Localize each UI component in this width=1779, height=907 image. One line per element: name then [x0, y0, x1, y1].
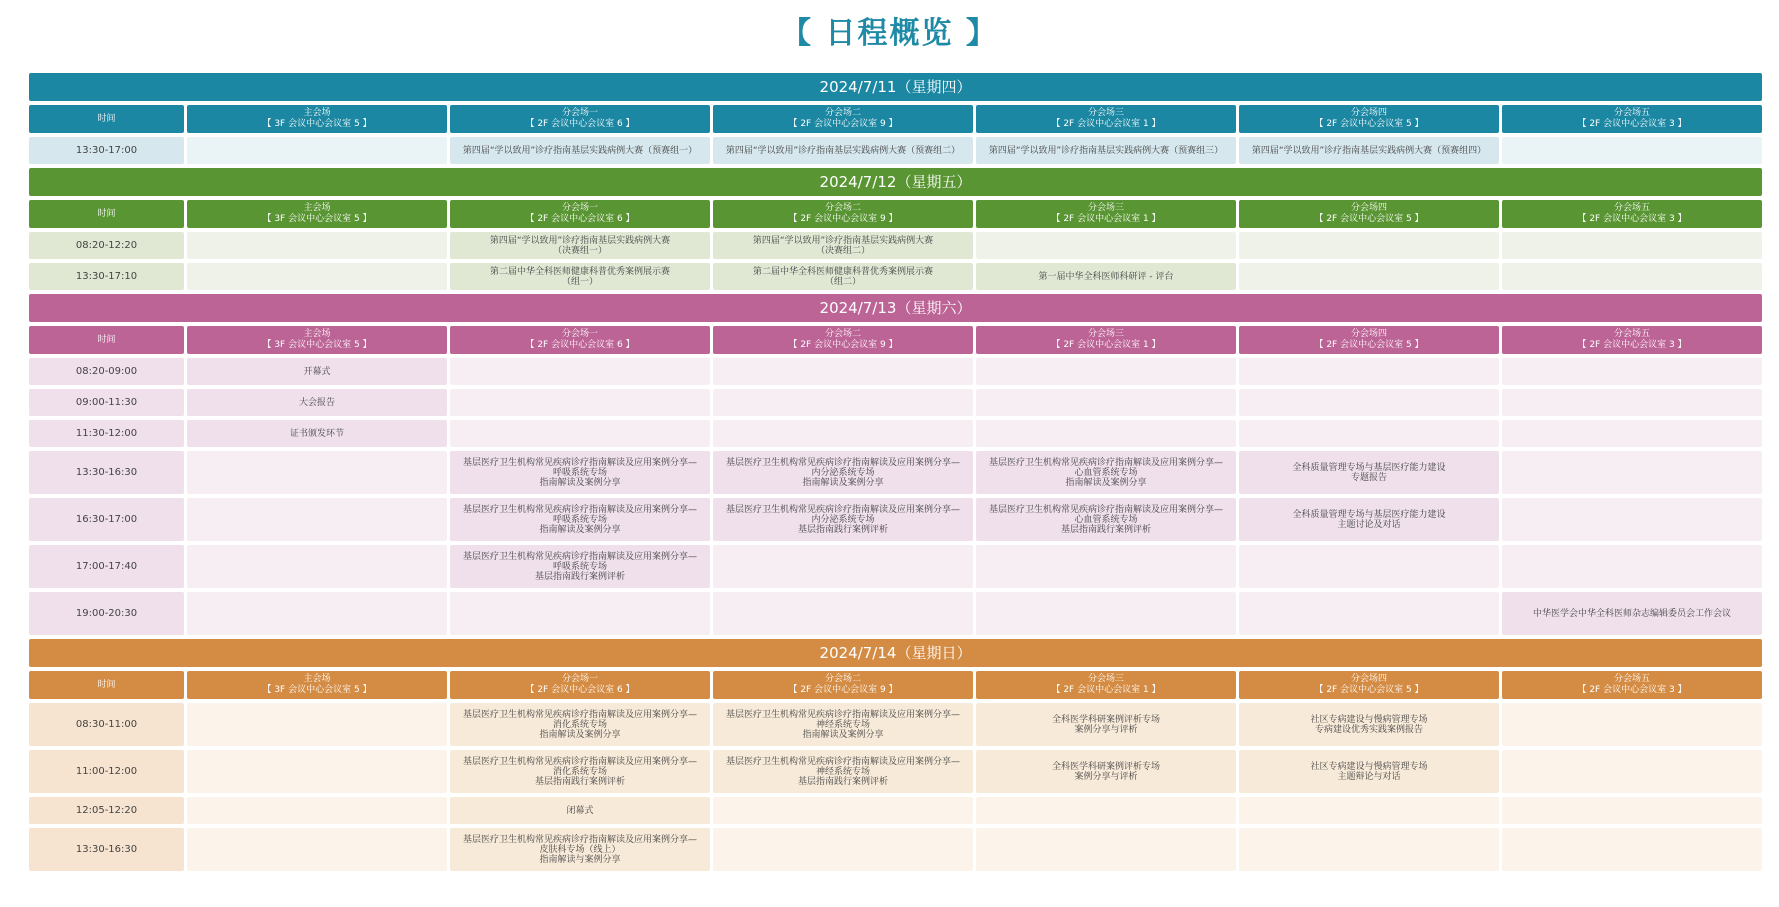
venue-header — [1502, 200, 1762, 228]
session-line: （决赛组一） — [552, 245, 607, 256]
session-line: 基层指南践行案例评析 — [797, 524, 888, 535]
session-cell — [976, 498, 1236, 541]
venue-room: 【 2F 会议中心会议室 9 】 — [788, 685, 898, 695]
time-slot: 13:30-16:30 — [29, 451, 184, 494]
empty-cell — [187, 498, 447, 541]
empty-cell — [976, 389, 1236, 416]
session-line: 神经系统专场 — [815, 766, 870, 777]
venue-header — [450, 200, 710, 228]
session-line: 专题报告 — [1350, 472, 1387, 483]
venue-room: 【 2F 会议中心会议室 9 】 — [788, 340, 898, 350]
day-section — [29, 294, 1762, 635]
session-cell — [1239, 498, 1499, 541]
empty-cell — [1502, 750, 1762, 793]
venue-name: 分会场二 — [824, 203, 861, 213]
session-cell — [976, 750, 1236, 793]
session-line: 内分泌系统专场 — [811, 467, 875, 478]
session-line: 第二届中华全科医师健康科普优秀案例展示赛 — [752, 266, 933, 277]
empty-cell — [187, 232, 447, 259]
session-cell — [450, 263, 710, 290]
venue-name: 分会场三 — [1087, 108, 1124, 118]
session-line: 案例分享与评析 — [1074, 724, 1138, 735]
empty-cell — [450, 389, 710, 416]
session-cell — [1239, 137, 1499, 164]
venue-header — [1502, 326, 1762, 354]
venue-header — [187, 105, 447, 133]
session-line: 案例分享与评析 — [1074, 771, 1138, 782]
time-slot: 08:30-11:00 — [29, 703, 184, 746]
time-slot: 17:00-17:40 — [29, 545, 184, 588]
page-title: 【 日程概览 】 — [781, 16, 998, 51]
session-cell — [450, 451, 710, 494]
venue-room: 【 2F 会议中心会议室 6 】 — [525, 119, 635, 129]
date-header: 2024/7/11（星期四） — [29, 73, 1762, 101]
empty-cell — [1239, 389, 1499, 416]
venue-name: 分会场三 — [1087, 203, 1124, 213]
venue-name: 分会场三 — [1087, 329, 1124, 339]
empty-cell — [1502, 797, 1762, 824]
empty-cell — [713, 797, 973, 824]
empty-cell — [1502, 232, 1762, 259]
session-line: 专病建设优秀实践案例报告 — [1314, 724, 1423, 735]
empty-cell — [1502, 137, 1762, 164]
time-slot: 12:05-12:20 — [29, 797, 184, 824]
venue-name: 主会场 — [303, 329, 331, 339]
session-cell — [450, 232, 710, 259]
session-line: 基层医疗卫生机构常见疾病诊疗指南解读及应用案例分享— — [462, 457, 697, 468]
empty-cell — [976, 592, 1236, 635]
empty-cell — [187, 263, 447, 290]
empty-cell — [713, 545, 973, 588]
empty-cell — [450, 420, 710, 447]
empty-cell — [187, 797, 447, 824]
session-line: 内分泌系统专场 — [811, 514, 875, 525]
session-line: 基层医疗卫生机构常见疾病诊疗指南解读及应用案例分享— — [725, 756, 960, 767]
schedule-overview — [29, 73, 1762, 875]
session-line: 证书颁发环节 — [289, 428, 344, 439]
empty-cell — [1239, 545, 1499, 588]
venue-room: 【 2F 会议中心会议室 3 】 — [1577, 214, 1687, 224]
session-line: 第四届“学以致用”诊疗指南基层实践病例大赛（预赛组四） — [1251, 145, 1487, 156]
time-column-header: 时间 — [29, 200, 184, 228]
schedule-grid — [29, 671, 1762, 871]
session-line: 社区专病建设与慢病管理专场 — [1310, 761, 1428, 772]
session-line: 指南解读及案例分享 — [1065, 477, 1147, 488]
empty-cell — [976, 358, 1236, 385]
time-slot: 16:30-17:00 — [29, 498, 184, 541]
empty-cell — [1239, 797, 1499, 824]
venue-room: 【 2F 会议中心会议室 5 】 — [1314, 340, 1424, 350]
session-line: 全科质量管理专场与基层医疗能力建设 — [1292, 509, 1446, 520]
session-line: 消化系统专场 — [552, 719, 607, 730]
session-line: 指南解读及案例分享 — [802, 729, 884, 740]
session-line: 基层指南践行案例评析 — [797, 776, 888, 787]
session-line: 基层医疗卫生机构常见疾病诊疗指南解读及应用案例分享— — [462, 504, 697, 515]
empty-cell — [450, 592, 710, 635]
empty-cell — [187, 592, 447, 635]
venue-header — [976, 326, 1236, 354]
empty-cell — [713, 592, 973, 635]
session-line: 基层医疗卫生机构常见疾病诊疗指南解读及应用案例分享— — [462, 834, 697, 845]
session-line: 呼吸系统专场 — [552, 467, 607, 478]
venue-room: 【 3F 会议中心会议室 5 】 — [262, 340, 372, 350]
session-line: 基层医疗卫生机构常见疾病诊疗指南解读及应用案例分享— — [725, 504, 960, 515]
date-header: 2024/7/14（星期日） — [29, 639, 1762, 667]
session-line: （组二） — [824, 276, 861, 287]
empty-cell — [187, 750, 447, 793]
session-cell — [713, 703, 973, 746]
venue-room: 【 3F 会议中心会议室 5 】 — [262, 214, 372, 224]
time-slot: 11:30-12:00 — [29, 420, 184, 447]
venue-room: 【 2F 会议中心会议室 5 】 — [1314, 214, 1424, 224]
session-line: 第四届“学以致用”诊疗指南基层实践病例大赛 — [489, 235, 671, 246]
session-line: 指南解读及案例分享 — [539, 524, 621, 535]
session-cell — [713, 232, 973, 259]
session-cell — [450, 545, 710, 588]
venue-room: 【 2F 会议中心会议室 5 】 — [1314, 685, 1424, 695]
venue-name: 分会场四 — [1350, 108, 1387, 118]
venue-header — [1239, 326, 1499, 354]
empty-cell — [713, 420, 973, 447]
venue-room: 【 2F 会议中心会议室 6 】 — [525, 685, 635, 695]
venue-header — [713, 105, 973, 133]
session-line: 第二届中华全科医师健康科普优秀案例展示赛 — [489, 266, 670, 277]
venue-room: 【 2F 会议中心会议室 6 】 — [525, 214, 635, 224]
time-slot: 11:00-12:00 — [29, 750, 184, 793]
empty-cell — [1502, 451, 1762, 494]
empty-cell — [976, 545, 1236, 588]
empty-cell — [187, 703, 447, 746]
venue-name: 分会场五 — [1613, 108, 1650, 118]
session-line: 全科医学科研案例评析专场 — [1051, 761, 1160, 772]
session-line: 主题讨论及对话 — [1337, 519, 1401, 530]
venue-name: 分会场二 — [824, 329, 861, 339]
session-line: 第一届中华全科医师科研评 - 评台 — [1038, 271, 1174, 282]
venue-room: 【 2F 会议中心会议室 9 】 — [788, 214, 898, 224]
session-cell — [450, 828, 710, 871]
time-column-header: 时间 — [29, 326, 184, 354]
schedule-grid — [29, 200, 1762, 290]
session-line: 基层医疗卫生机构常见疾病诊疗指南解读及应用案例分享— — [462, 756, 697, 767]
venue-name: 分会场一 — [561, 203, 598, 213]
session-cell — [713, 750, 973, 793]
venue-name: 分会场四 — [1350, 329, 1387, 339]
session-line: 社区专病建设与慢病管理专场 — [1310, 714, 1428, 725]
empty-cell — [187, 137, 447, 164]
venue-header — [187, 326, 447, 354]
session-line: 基层医疗卫生机构常见疾病诊疗指南解读及应用案例分享— — [462, 709, 697, 720]
session-cell — [713, 263, 973, 290]
empty-cell — [1502, 545, 1762, 588]
venue-name: 分会场一 — [561, 674, 598, 684]
venue-room: 【 2F 会议中心会议室 6 】 — [525, 340, 635, 350]
session-line: 全科质量管理专场与基层医疗能力建设 — [1292, 462, 1446, 473]
venue-room: 【 3F 会议中心会议室 5 】 — [262, 119, 372, 129]
session-line: 闭幕式 — [566, 805, 594, 816]
time-slot: 13:30-17:00 — [29, 137, 184, 164]
venue-room: 【 2F 会议中心会议室 5 】 — [1314, 119, 1424, 129]
session-line: 基层医疗卫生机构常见疾病诊疗指南解读及应用案例分享— — [725, 457, 960, 468]
venue-name: 分会场五 — [1613, 674, 1650, 684]
time-column-header: 时间 — [29, 671, 184, 699]
venue-header — [713, 326, 973, 354]
venue-name: 主会场 — [303, 203, 331, 213]
session-line: 指南解读及案例分享 — [539, 729, 621, 740]
empty-cell — [976, 420, 1236, 447]
venue-header — [450, 671, 710, 699]
empty-cell — [713, 389, 973, 416]
venue-header — [1239, 671, 1499, 699]
venue-room: 【 2F 会议中心会议室 3 】 — [1577, 685, 1687, 695]
day-section — [29, 73, 1762, 164]
empty-cell — [187, 545, 447, 588]
session-cell — [450, 750, 710, 793]
venue-header — [976, 105, 1236, 133]
venue-header — [976, 671, 1236, 699]
session-line: （决赛组二） — [815, 245, 870, 256]
session-line: 全科医学科研案例评析专场 — [1051, 714, 1160, 725]
schedule-grid — [29, 326, 1762, 635]
session-cell — [450, 797, 710, 824]
session-cell — [187, 358, 447, 385]
venue-name: 分会场五 — [1613, 329, 1650, 339]
time-slot: 08:20-12:20 — [29, 232, 184, 259]
venue-room: 【 2F 会议中心会议室 1 】 — [1051, 685, 1161, 695]
time-slot: 13:30-17:10 — [29, 263, 184, 290]
session-line: 第四届“学以致用”诊疗指南基层实践病例大赛（预赛组三） — [988, 145, 1224, 156]
session-line: 基层医疗卫生机构常见疾病诊疗指南解读及应用案例分享— — [988, 457, 1223, 468]
session-line: 基层医疗卫生机构常见疾病诊疗指南解读及应用案例分享— — [988, 504, 1223, 515]
session-line: 心血管系统专场 — [1074, 514, 1138, 525]
empty-cell — [187, 828, 447, 871]
venue-name: 分会场三 — [1087, 674, 1124, 684]
venue-name: 分会场一 — [561, 108, 598, 118]
empty-cell — [976, 828, 1236, 871]
venue-header — [1502, 671, 1762, 699]
day-section — [29, 639, 1762, 871]
empty-cell — [1502, 703, 1762, 746]
empty-cell — [1239, 420, 1499, 447]
session-cell — [450, 703, 710, 746]
session-line: 呼吸系统专场 — [552, 514, 607, 525]
session-cell — [713, 498, 973, 541]
schedule-grid — [29, 105, 1762, 164]
venue-header — [187, 200, 447, 228]
session-cell — [713, 451, 973, 494]
venue-room: 【 2F 会议中心会议室 1 】 — [1051, 340, 1161, 350]
session-cell — [187, 420, 447, 447]
venue-header — [976, 200, 1236, 228]
venue-name: 分会场二 — [824, 674, 861, 684]
session-line: 消化系统专场 — [552, 766, 607, 777]
date-header: 2024/7/13（星期六） — [29, 294, 1762, 322]
empty-cell — [1239, 232, 1499, 259]
venue-name: 分会场一 — [561, 329, 598, 339]
session-cell — [1239, 703, 1499, 746]
date-header: 2024/7/12（星期五） — [29, 168, 1762, 196]
session-cell — [450, 498, 710, 541]
empty-cell — [976, 797, 1236, 824]
session-cell — [187, 389, 447, 416]
session-cell — [1239, 750, 1499, 793]
day-section — [29, 168, 1762, 290]
empty-cell — [1502, 389, 1762, 416]
empty-cell — [450, 358, 710, 385]
session-line: 基层指南践行案例评析 — [1060, 524, 1151, 535]
session-line: 指南解读与案例分享 — [539, 854, 621, 865]
venue-name: 分会场二 — [824, 108, 861, 118]
session-line: （组一） — [561, 276, 598, 287]
venue-name: 主会场 — [303, 108, 331, 118]
session-line: 第四届“学以致用”诊疗指南基层实践病例大赛（预赛组一） — [462, 145, 698, 156]
venue-header — [713, 200, 973, 228]
time-slot: 19:00-20:30 — [29, 592, 184, 635]
session-line: 神经系统专场 — [815, 719, 870, 730]
venue-header — [1502, 105, 1762, 133]
empty-cell — [1502, 358, 1762, 385]
venue-header — [1239, 105, 1499, 133]
empty-cell — [1502, 420, 1762, 447]
session-line: 基层指南践行案例评析 — [534, 571, 625, 582]
session-line: 大会报告 — [298, 397, 335, 408]
session-cell — [1239, 451, 1499, 494]
session-line: 中华医学会中华全科医师杂志编辑委员会工作会议 — [1532, 608, 1731, 619]
session-line: 基层医疗卫生机构常见疾病诊疗指南解读及应用案例分享— — [462, 551, 697, 562]
empty-cell — [1502, 263, 1762, 290]
session-line: 呼吸系统专场 — [552, 561, 607, 572]
venue-room: 【 2F 会议中心会议室 3 】 — [1577, 340, 1687, 350]
session-line: 基层指南践行案例评析 — [534, 776, 625, 787]
session-cell — [1502, 592, 1762, 635]
venue-room: 【 3F 会议中心会议室 5 】 — [262, 685, 372, 695]
time-slot: 13:30-16:30 — [29, 828, 184, 871]
session-line: 主题辩论与对话 — [1337, 771, 1401, 782]
session-cell — [713, 137, 973, 164]
venue-room: 【 2F 会议中心会议室 1 】 — [1051, 119, 1161, 129]
session-cell — [450, 137, 710, 164]
session-line: 指南解读及案例分享 — [539, 477, 621, 488]
session-line: 第四届“学以致用”诊疗指南基层实践病例大赛 — [752, 235, 934, 246]
venue-name: 分会场五 — [1613, 203, 1650, 213]
venue-header — [450, 326, 710, 354]
session-cell — [976, 451, 1236, 494]
venue-name: 分会场四 — [1350, 674, 1387, 684]
empty-cell — [1502, 498, 1762, 541]
venue-name: 主会场 — [303, 674, 331, 684]
time-column-header: 时间 — [29, 105, 184, 133]
empty-cell — [1502, 828, 1762, 871]
empty-cell — [976, 232, 1236, 259]
session-cell — [976, 703, 1236, 746]
session-line: 指南解读及案例分享 — [802, 477, 884, 488]
empty-cell — [713, 358, 973, 385]
empty-cell — [1239, 358, 1499, 385]
venue-header — [713, 671, 973, 699]
session-line: 皮肤科专场（线上） — [539, 844, 621, 855]
time-slot: 09:00-11:30 — [29, 389, 184, 416]
venue-room: 【 2F 会议中心会议室 9 】 — [788, 119, 898, 129]
venue-room: 【 2F 会议中心会议室 3 】 — [1577, 119, 1687, 129]
session-cell — [976, 137, 1236, 164]
empty-cell — [187, 451, 447, 494]
empty-cell — [1239, 828, 1499, 871]
session-line: 第四届“学以致用”诊疗指南基层实践病例大赛（预赛组二） — [725, 145, 961, 156]
session-line: 开幕式 — [303, 366, 331, 377]
venue-name: 分会场四 — [1350, 203, 1387, 213]
venue-room: 【 2F 会议中心会议室 1 】 — [1051, 214, 1161, 224]
session-line: 基层医疗卫生机构常见疾病诊疗指南解读及应用案例分享— — [725, 709, 960, 720]
empty-cell — [713, 828, 973, 871]
venue-header — [187, 671, 447, 699]
session-line: 心血管系统专场 — [1074, 467, 1138, 478]
venue-header — [1239, 200, 1499, 228]
empty-cell — [1239, 592, 1499, 635]
empty-cell — [1239, 263, 1499, 290]
session-cell — [976, 263, 1236, 290]
time-slot: 08:20-09:00 — [29, 358, 184, 385]
venue-header — [450, 105, 710, 133]
